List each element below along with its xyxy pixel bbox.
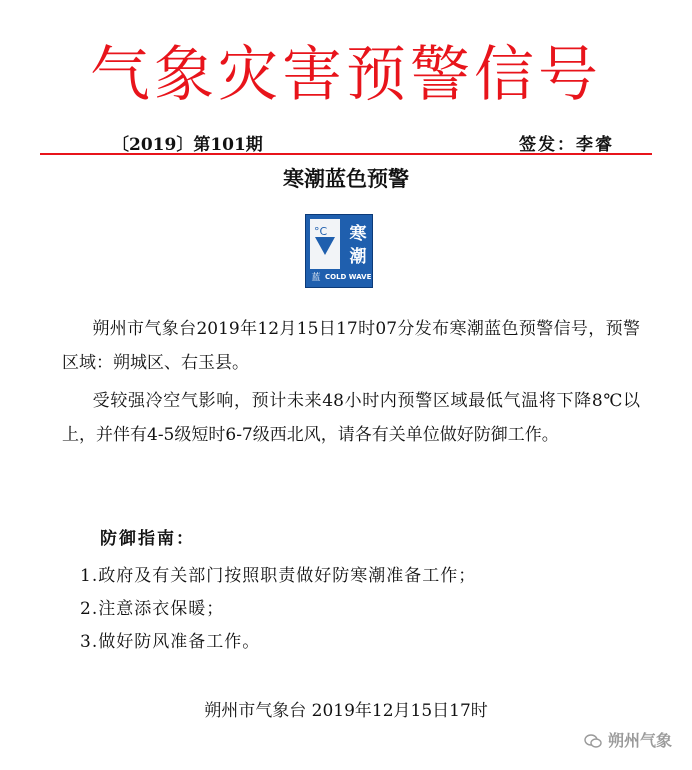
wechat-icon — [584, 734, 602, 748]
issue-row — [40, 130, 652, 155]
list-item: 2.注意添衣保暖； — [80, 599, 225, 619]
guidance-title: 防御指南： — [100, 529, 195, 549]
issue-number: 〔2019〕第101期 — [112, 135, 263, 155]
icon-english-label: COLD WAVE — [325, 273, 372, 281]
paragraph-2 — [62, 384, 640, 452]
paragraph-2-text: 受较强冷空气影响，预计未来48小时内预警区域最低气温将下降8℃以上，并伴有4-5级短时6-7级西北风，请各有关单位做好防御工作。 — [62, 391, 640, 445]
header-divider — [40, 153, 652, 155]
guidance-list — [80, 560, 476, 659]
cold-wave-blue-signal-icon — [305, 214, 373, 288]
paragraph-1 — [62, 312, 640, 380]
warning-subtitle: 寒潮蓝色预警 — [283, 166, 409, 191]
signer: 签发：李睿 — [519, 135, 614, 155]
down-arrow-icon — [315, 237, 335, 255]
list-item: 3.做好防风准备工作。 — [80, 632, 261, 652]
watermark — [584, 728, 672, 751]
icon-char-2: 潮 — [349, 247, 367, 267]
level-char: 蓝 — [311, 273, 321, 283]
issuer-time: 朔州市气象台 2019年12月15日17时 — [204, 701, 488, 721]
paragraph-1-text: 朔州市气象台2019年12月15日17时07分发布寒潮蓝色预警信号，预警区域：朔城区、右玉县。 — [62, 319, 640, 373]
celsius-unit: °C — [314, 225, 328, 238]
icon-char-1: 寒 — [349, 224, 367, 244]
document-title: 气象灾害预警信号 — [90, 40, 602, 110]
watermark-text: 朔州气象 — [607, 731, 672, 750]
list-item: 1.政府及有关部门按照职责做好防寒潮准备工作； — [80, 566, 477, 586]
